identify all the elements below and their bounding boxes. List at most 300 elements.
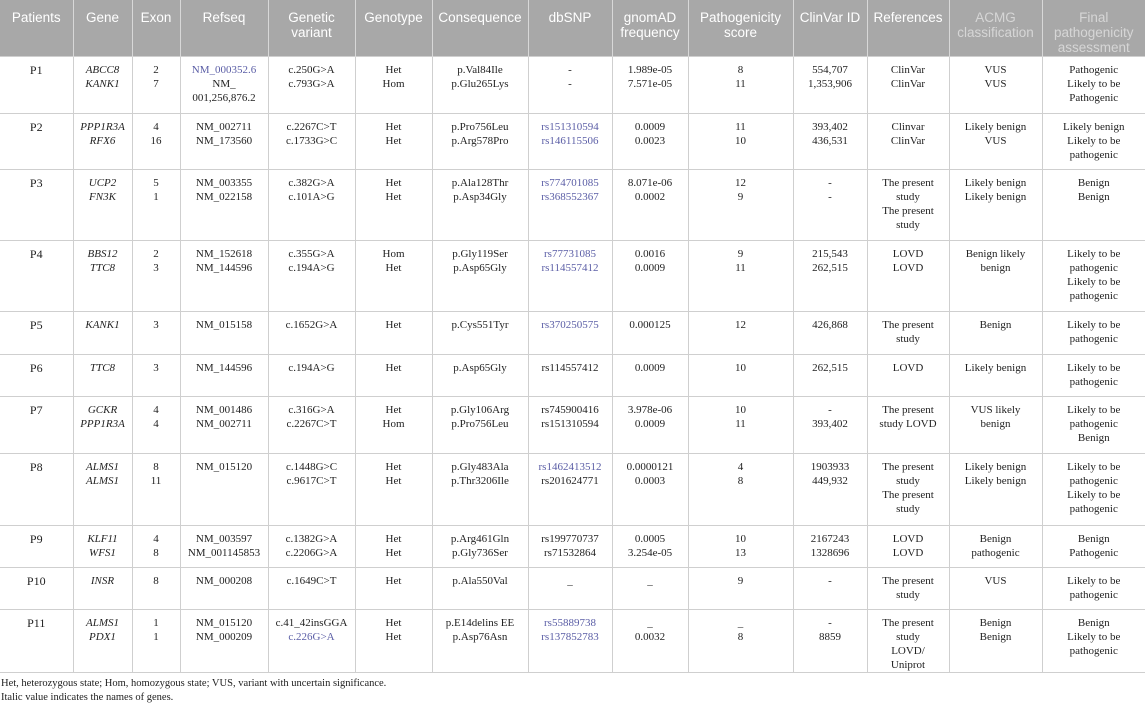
genetic-variant-line: c.793G>A	[288, 77, 335, 90]
gene-line: FN3K	[89, 190, 116, 203]
references-line: LOVD	[892, 261, 924, 274]
cell-gnomad-frequency	[612, 169, 688, 240]
exon-line: 4	[153, 403, 159, 416]
dbsnp-line: rs774701085	[541, 176, 599, 189]
refseq-line: NM_003355	[195, 176, 253, 189]
cell-gnomad-frequency	[612, 396, 688, 453]
pathogenicity-score-line: 8	[737, 630, 744, 643]
gene-line: RFX6	[89, 134, 116, 147]
exon-line: 4	[153, 120, 159, 133]
cell-clinvar-id	[793, 453, 867, 525]
clinvar-id-line: 393,402	[812, 417, 848, 430]
dbsnp-line: rs146115506	[541, 134, 599, 147]
cell-refseq	[180, 525, 268, 567]
exon-line: 2	[153, 63, 159, 76]
cell-genotype	[355, 354, 432, 396]
cell-refseq	[180, 396, 268, 453]
clinvar-id-line: -	[828, 403, 832, 416]
cell-acmg-classification	[949, 56, 1042, 113]
cell-final-assessment	[1042, 56, 1145, 113]
cell-clinvar-id	[793, 609, 867, 672]
cell-dbsnp	[528, 240, 612, 311]
cell-genetic-variant	[268, 453, 355, 525]
gene-line: PDX1	[89, 630, 116, 643]
final-assessment-line: pathogenic	[1069, 474, 1118, 487]
exon-line: 8	[153, 460, 159, 473]
cell-exon	[132, 396, 180, 453]
pathogenicity-score-line: 11	[735, 261, 746, 274]
genetic-variant-line: c.101A>G	[288, 190, 335, 203]
dbsnp-line: rs151310594	[541, 417, 599, 430]
references-line: The present	[882, 204, 934, 217]
references-line: The present	[882, 318, 934, 331]
dbsnp-line: rs114557412	[541, 361, 599, 374]
cell-gnomad-frequency	[612, 113, 688, 169]
final-assessment-line: Pathogenic	[1069, 91, 1119, 104]
final-assessment-line: Benign	[1077, 532, 1110, 545]
genotype-line: Het	[385, 574, 402, 587]
acmg-classification-line: Benign likely	[965, 247, 1026, 260]
gene-line: ALMS1	[86, 616, 119, 629]
references-line: LOVD	[892, 361, 924, 374]
table-row	[0, 567, 1145, 609]
cell-clinvar-id	[793, 169, 867, 240]
gene-line: UCP2	[88, 176, 117, 189]
clinvar-id-line: -	[828, 176, 832, 189]
cell-final-assessment	[1042, 113, 1145, 169]
refseq-line: NM_022158	[195, 190, 253, 203]
final-assessment-line: pathogenic	[1069, 502, 1118, 515]
dbsnp-line: rs745900416	[541, 403, 599, 416]
references-line: study LOVD	[879, 417, 937, 430]
pathogenicity-score-line: _	[737, 616, 744, 629]
references-line: The present	[882, 403, 934, 416]
cell-acmg-classification	[949, 609, 1042, 672]
final-assessment-line: pathogenic	[1069, 417, 1118, 430]
final-assessment-line: Benign	[1077, 431, 1110, 444]
cell-genotype	[355, 311, 432, 354]
genotype-line: Het	[385, 546, 402, 559]
cell-pathogenicity-score	[688, 113, 793, 169]
pathogenicity-score-line: 9	[737, 574, 744, 587]
refseq-line: NM_002711	[196, 120, 252, 133]
refseq-line: NM_001486	[195, 403, 253, 416]
footnote-abbreviations: Het, heterozygous state; Hom, homozygous state; VUS, variant with uncertain significance.	[1, 677, 387, 689]
dbsnp-line: rs137852783	[541, 630, 599, 643]
acmg-classification-line: benign	[980, 261, 1011, 274]
cell-exon	[132, 240, 180, 311]
genetic-variant-line: c.2267C>T	[286, 417, 337, 430]
refseq-line: NM_144596	[195, 261, 253, 274]
dbsnp-line: rs55889738	[544, 616, 596, 629]
table-row	[0, 354, 1145, 396]
gnomad-frequency-line: 0.0009	[634, 120, 666, 133]
table-footnotes	[0, 673, 1145, 705]
final-assessment-line: Likely to be	[1067, 361, 1121, 374]
cell-clinvar-id	[793, 240, 867, 311]
gnomad-frequency-line: _	[647, 616, 653, 629]
cell-clinvar-id	[793, 56, 867, 113]
dbsnp-line: -	[568, 77, 572, 90]
gnomad-frequency-line: 0.000125	[629, 318, 671, 331]
cell-pathogenicity-score	[688, 169, 793, 240]
genotype-line: Het	[385, 361, 402, 374]
exon-line: 1	[153, 616, 159, 629]
refseq-line: NM_144596	[195, 361, 253, 374]
references-line: ClinVar	[890, 77, 926, 90]
consequence-line: p.Asp76Asn	[452, 630, 508, 643]
references-line: The present	[882, 574, 934, 587]
final-assessment-line: pathogenic	[1069, 261, 1118, 274]
consequence-line: p.Cys551Tyr	[451, 318, 509, 331]
pathogenicity-score-line: 10	[735, 403, 746, 416]
table-row	[0, 311, 1145, 354]
final-assessment-line: Likely to be	[1067, 574, 1121, 587]
final-assessment-line: Benign	[1077, 176, 1110, 189]
cell-consequence	[432, 396, 528, 453]
final-assessment-line: Likely to be	[1067, 403, 1121, 416]
cell-patient: P3	[0, 169, 73, 240]
refseq-line: NM_173560	[195, 134, 253, 147]
dbsnp-line: rs368552367	[541, 190, 599, 203]
cell-acmg-classification	[949, 453, 1042, 525]
cell-gnomad-frequency	[612, 240, 688, 311]
gnomad-frequency-line: 0.0005	[634, 532, 666, 545]
final-assessment-line: pathogenic	[1069, 289, 1118, 302]
gene-line: TTC8	[89, 261, 116, 274]
gnomad-frequency-line: _	[647, 574, 653, 587]
table-row	[0, 169, 1145, 240]
exon-line: 1	[153, 630, 159, 643]
gene-line: ALMS1	[86, 460, 119, 473]
cell-references	[867, 311, 949, 354]
acmg-classification-line: Likely benign	[964, 120, 1027, 133]
cell-pathogenicity-score	[688, 609, 793, 672]
dbsnp-line: rs77731085	[544, 247, 596, 260]
final-assessment-line: pathogenic	[1069, 332, 1118, 345]
cell-pathogenicity-score	[688, 56, 793, 113]
clinvar-id-line: -	[828, 574, 832, 587]
column-header-final-assessment: Final pathogenicity assessment	[1042, 0, 1145, 56]
clinvar-id-line: 1903933	[810, 460, 850, 473]
genetic-variant-line: c.41_42insGGA	[275, 616, 348, 629]
final-assessment-line: Likely to be	[1067, 630, 1121, 643]
gene-line: WFS1	[89, 546, 116, 559]
footnote-italics: Italic value indicates the names of genes.	[1, 691, 174, 703]
column-header-clinvar-id: ClinVar ID	[793, 0, 867, 56]
cell-consequence	[432, 240, 528, 311]
consequence-line: p.Glu265Lys	[451, 77, 509, 90]
cell-dbsnp	[528, 567, 612, 609]
cell-gene	[73, 525, 132, 567]
pathogenicity-score-line: 8	[737, 63, 744, 76]
cell-final-assessment	[1042, 396, 1145, 453]
clinvar-id-line: 393,402	[812, 120, 848, 133]
cell-references	[867, 354, 949, 396]
cell-dbsnp	[528, 396, 612, 453]
gnomad-frequency-line: 0.0023	[634, 134, 666, 147]
acmg-classification-line: Likely benign	[964, 361, 1027, 374]
column-header-references: References	[867, 0, 949, 56]
column-header-exon: Exon	[132, 0, 180, 56]
cell-pathogenicity-score	[688, 311, 793, 354]
pathogenicity-score-line: 11	[735, 120, 746, 133]
cell-consequence	[432, 567, 528, 609]
cell-exon	[132, 354, 180, 396]
acmg-classification-line: VUS	[984, 63, 1007, 76]
genotype-line: Hom	[382, 77, 405, 90]
cell-clinvar-id	[793, 311, 867, 354]
refseq-line: NM_015120	[195, 616, 253, 629]
genetic-variant-line: c.355G>A	[288, 247, 335, 260]
cell-consequence	[432, 609, 528, 672]
dbsnp-line: _	[567, 574, 573, 587]
exon-line: 3	[153, 261, 159, 274]
cell-gene	[73, 609, 132, 672]
references-line: LOVD	[892, 247, 924, 260]
cell-dbsnp	[528, 525, 612, 567]
references-line: The present	[882, 488, 934, 501]
gene-line: PPP1R3A	[80, 417, 125, 430]
genetic-variant-line: c.1382G>A	[285, 532, 338, 545]
gene-line: KANK1	[85, 318, 120, 331]
consequence-line: p.Pro756Leu	[451, 120, 509, 133]
dbsnp-line: rs1462413512	[538, 460, 602, 473]
acmg-classification-line: VUS	[984, 77, 1007, 90]
consequence-line: p.Val84Ile	[457, 63, 503, 76]
refseq-line: NM_000352.6	[191, 63, 257, 76]
column-header-gene: Gene	[73, 0, 132, 56]
genotype-line: Het	[385, 532, 402, 545]
final-assessment-line: Likely to be	[1067, 318, 1121, 331]
cell-pathogenicity-score	[688, 525, 793, 567]
pathogenicity-score-line: 8	[737, 474, 744, 487]
references-line: The present	[882, 176, 934, 189]
cell-genetic-variant	[268, 113, 355, 169]
cell-gnomad-frequency	[612, 311, 688, 354]
genotype-line: Het	[385, 261, 402, 274]
genotype-line: Het	[385, 190, 402, 203]
cell-acmg-classification	[949, 240, 1042, 311]
genetic-variant-line: c.2206G>A	[285, 546, 338, 559]
cell-genotype	[355, 240, 432, 311]
references-line: Clinvar	[891, 120, 925, 133]
exon-line: 2	[153, 247, 159, 260]
cell-dbsnp	[528, 354, 612, 396]
refseq-line: NM_015120	[195, 460, 253, 473]
cell-consequence	[432, 311, 528, 354]
dbsnp-line: rs114557412	[541, 261, 599, 274]
genetic-variant-line: c.1652G>A	[285, 318, 338, 331]
cell-clinvar-id	[793, 354, 867, 396]
cell-final-assessment	[1042, 311, 1145, 354]
genotype-line: Het	[385, 134, 402, 147]
gene-line: GCKR	[87, 403, 118, 416]
cell-exon	[132, 56, 180, 113]
exon-line: 4	[153, 532, 159, 545]
exon-line: 3	[153, 361, 159, 374]
cell-dbsnp	[528, 609, 612, 672]
acmg-classification-line: Benign	[979, 616, 1012, 629]
clinvar-id-line: 1,353,906	[808, 77, 852, 90]
cell-patient: P5	[0, 311, 73, 354]
genetic-variant-line: c.194A>G	[288, 261, 335, 274]
dbsnp-line: rs151310594	[541, 120, 599, 133]
cell-exon	[132, 525, 180, 567]
gene-line: KANK1	[85, 77, 120, 90]
exon-line: 7	[153, 77, 159, 90]
consequence-line: p.Thr3206Ile	[451, 474, 509, 487]
table-row	[0, 453, 1145, 525]
cell-refseq	[180, 609, 268, 672]
cell-refseq	[180, 56, 268, 113]
cell-clinvar-id	[793, 396, 867, 453]
final-assessment-line: Likely to be	[1067, 134, 1121, 147]
final-assessment-line: Benign	[1077, 190, 1110, 203]
cell-gene	[73, 453, 132, 525]
dbsnp-line: rs201624771	[541, 474, 599, 487]
cell-patient: P1	[0, 56, 73, 113]
clinvar-id-line: 215,543	[812, 247, 848, 260]
exon-line: 1	[153, 190, 159, 203]
cell-refseq	[180, 311, 268, 354]
acmg-classification-line: Benign	[979, 318, 1012, 331]
genotype-line: Het	[385, 403, 402, 416]
cell-consequence	[432, 169, 528, 240]
cell-pathogenicity-score	[688, 396, 793, 453]
clinvar-id-line: 262,515	[812, 361, 848, 374]
acmg-classification-line: pathogenic	[971, 546, 1020, 559]
exon-line: 8	[153, 574, 159, 587]
cell-genotype	[355, 113, 432, 169]
gene-line: BBS12	[87, 247, 118, 260]
refseq-line: NM_000209	[195, 630, 253, 643]
genetic-variant-line: c.9617C>T	[286, 474, 337, 487]
consequence-line: p.Arg461Gln	[450, 532, 510, 545]
cell-genotype	[355, 396, 432, 453]
cell-consequence	[432, 113, 528, 169]
gnomad-frequency-line: 0.0032	[634, 630, 666, 643]
gnomad-frequency-line: 0.0016	[634, 247, 666, 260]
final-assessment-line: Likely to be	[1067, 488, 1121, 501]
pathogenicity-score-line: 4	[737, 460, 744, 473]
cell-gnomad-frequency	[612, 567, 688, 609]
cell-genetic-variant	[268, 396, 355, 453]
acmg-classification-line: VUS likely	[970, 403, 1021, 416]
exon-line: 11	[150, 474, 162, 487]
acmg-classification-line: Likely benign	[964, 460, 1027, 473]
cell-acmg-classification	[949, 567, 1042, 609]
consequence-line: p.Arg578Pro	[451, 134, 509, 147]
cell-clinvar-id	[793, 567, 867, 609]
final-assessment-line: Likely to be	[1067, 460, 1121, 473]
genetic-variant-line: c.316G>A	[288, 403, 335, 416]
cell-patient: P7	[0, 396, 73, 453]
final-assessment-line: Likely to be	[1067, 247, 1121, 260]
table-row	[0, 396, 1145, 453]
table-row	[0, 56, 1145, 113]
final-assessment-line: Benign	[1077, 616, 1110, 629]
genotype-line: Het	[385, 63, 402, 76]
exon-line: 5	[153, 176, 159, 189]
cell-references	[867, 453, 949, 525]
cell-final-assessment	[1042, 525, 1145, 567]
refseq-line: NM_001145853	[187, 546, 261, 559]
cell-exon	[132, 567, 180, 609]
cell-acmg-classification	[949, 525, 1042, 567]
cell-gene	[73, 311, 132, 354]
references-line: LOVD	[892, 532, 924, 545]
consequence-line: p.Gly736Ser	[452, 546, 508, 559]
genotype-line: Het	[385, 616, 402, 629]
genetic-variant-line: c.1649C>T	[286, 574, 337, 587]
cell-patient: P6	[0, 354, 73, 396]
cell-genetic-variant	[268, 56, 355, 113]
clinvar-id-line: 436,531	[812, 134, 848, 147]
table-row	[0, 240, 1145, 311]
cell-exon	[132, 169, 180, 240]
cell-gnomad-frequency	[612, 56, 688, 113]
column-header-gnomad-frequency: gnomAD frequency	[612, 0, 688, 56]
genetic-variant-line: c.1448G>C	[285, 460, 338, 473]
pathogenicity-score-line: 10	[735, 532, 746, 545]
cell-genotype	[355, 525, 432, 567]
references-line: study	[896, 502, 920, 515]
references-line: study	[896, 474, 920, 487]
gnomad-frequency-line: 3.254e-05	[627, 546, 673, 559]
clinvar-id-line: 554,707	[812, 63, 848, 76]
cell-patient: P2	[0, 113, 73, 169]
cell-gene	[73, 169, 132, 240]
cell-dbsnp	[528, 56, 612, 113]
acmg-classification-line: Benign	[979, 630, 1012, 643]
references-line: Uniprot	[890, 658, 926, 671]
cell-gnomad-frequency	[612, 453, 688, 525]
cell-genetic-variant	[268, 354, 355, 396]
cell-refseq	[180, 567, 268, 609]
clinvar-id-line: 426,868	[812, 318, 848, 331]
gnomad-frequency-line: 0.0002	[634, 190, 666, 203]
cell-exon	[132, 311, 180, 354]
cell-genetic-variant	[268, 609, 355, 672]
cell-pathogenicity-score	[688, 453, 793, 525]
cell-dbsnp	[528, 453, 612, 525]
genetic-variant-line: c.250G>A	[288, 63, 335, 76]
pathogenicity-score-line: 11	[735, 77, 746, 90]
cell-acmg-classification	[949, 396, 1042, 453]
cell-genetic-variant	[268, 169, 355, 240]
cell-references	[867, 113, 949, 169]
cell-acmg-classification	[949, 354, 1042, 396]
gene-line: ABCC8	[85, 63, 120, 76]
final-assessment-line: Pathogenic	[1069, 63, 1119, 76]
genotype-line: Hom	[382, 417, 405, 430]
column-header-genotype: Genotype	[355, 0, 432, 56]
final-assessment-line: pathogenic	[1069, 148, 1118, 161]
genotype-line: Het	[385, 630, 402, 643]
refseq-line: NM_152618	[195, 247, 253, 260]
cell-genotype	[355, 56, 432, 113]
genotype-line: Het	[385, 176, 402, 189]
genetic-variant-line: c.226G>A	[288, 630, 335, 643]
cell-dbsnp	[528, 169, 612, 240]
cell-patient: P8	[0, 453, 73, 525]
cell-gene	[73, 113, 132, 169]
cell-final-assessment	[1042, 169, 1145, 240]
acmg-classification-line: VUS	[984, 574, 1007, 587]
cell-dbsnp	[528, 311, 612, 354]
cell-dbsnp	[528, 113, 612, 169]
